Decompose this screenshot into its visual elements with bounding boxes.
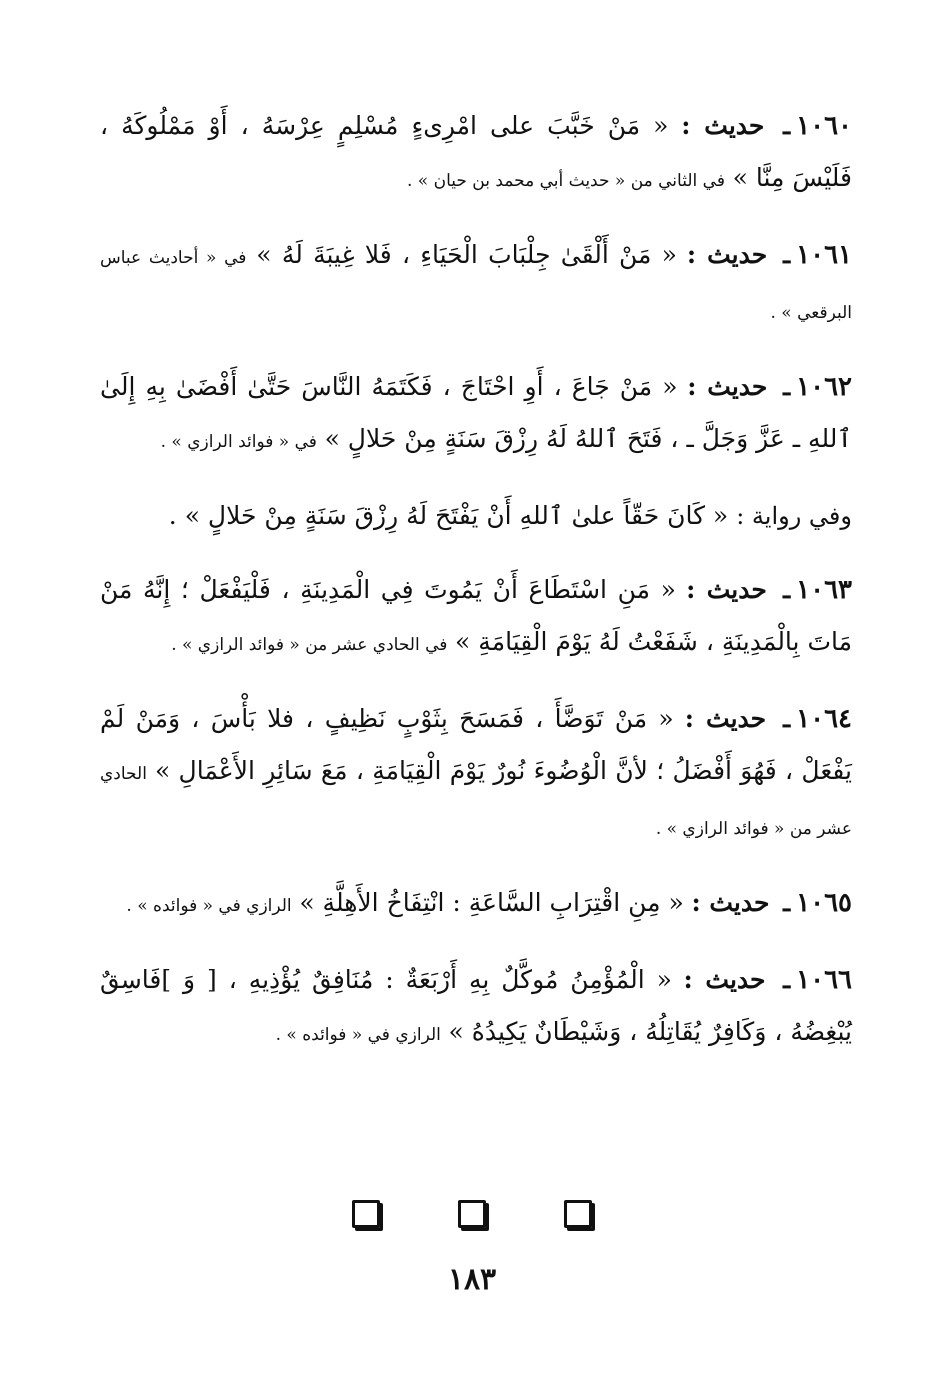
hadith-label: حديث : bbox=[686, 240, 768, 269]
variant-paragraph bbox=[100, 490, 852, 542]
hadith-list bbox=[100, 100, 852, 1083]
hadith-number: ١٠٦٥ bbox=[796, 888, 852, 918]
hadith-number: ١٠٦٠ bbox=[796, 111, 852, 141]
hadith-label: حديث : bbox=[686, 575, 767, 604]
hadith-number: ١٠٦١ bbox=[796, 240, 852, 270]
hadith-paragraph bbox=[100, 564, 852, 671]
hadith-paragraph bbox=[100, 877, 852, 932]
hadith-source: الرازي في « فوائده » . bbox=[126, 896, 292, 916]
section-end-ornaments bbox=[0, 1200, 944, 1228]
hadith-entry-1064 bbox=[100, 693, 852, 855]
separator-dash: ـ bbox=[783, 240, 791, 269]
hadith-paragraph bbox=[100, 361, 852, 468]
hadith-source: في الحادي عشر من « فوائد الرازي » . bbox=[171, 635, 448, 655]
hadith-source: الحادي عشر من « فوائد الرازي » . bbox=[100, 764, 852, 839]
hadith-text: « مَنْ خَبَّبَ على امْرِىءٍ مُسْلِمٍ عِرْسَهُ ، أَوْ مَمْلُوكَهُ ، فَلَيْسَ مِنَّا » bbox=[100, 111, 852, 192]
hadith-label: حديث : bbox=[691, 888, 770, 917]
hadith-number: ١٠٦٣ bbox=[796, 575, 852, 605]
hadith-entry-1060 bbox=[100, 100, 852, 207]
square-ornament-icon bbox=[352, 1200, 380, 1228]
hadith-label: حديث : bbox=[683, 965, 766, 994]
separator-dash: ـ bbox=[783, 111, 791, 140]
hadith-number: ١٠٦٢ bbox=[796, 372, 852, 402]
hadith-label: حديث : bbox=[687, 372, 768, 401]
separator-dash: ـ bbox=[783, 575, 791, 604]
hadith-paragraph bbox=[100, 954, 852, 1061]
hadith-source: الرازي في « فوائده » . bbox=[275, 1025, 441, 1045]
hadith-paragraph bbox=[100, 693, 852, 855]
hadith-text: « مَنِ اسْتَطَاعَ أَنْ يَمُوتَ فِي الْمَدِينَةِ ، فَلْيَفْعَلْ ؛ إِنَّهُ مَنْ مَاتَ بِالْمَدِينَةِ ، شَفَعْتُ لَهُ يَوْمَ الْقِيَامَةِ » bbox=[100, 575, 852, 656]
square-ornament-icon bbox=[458, 1200, 486, 1228]
page-number: ١٨٣ bbox=[447, 1262, 497, 1297]
variant-lead: وفي رواية : bbox=[736, 502, 852, 530]
variant-text: « كَانَ حَقّاً علىٰ ٱللهِ أَنْ يَفْتَحَ لَهُ رِزْقَ سَنَةٍ مِنْ حَلالٍ » . bbox=[168, 501, 729, 530]
hadith-source: في « أحاديث عباس البرقعي » . bbox=[100, 248, 852, 323]
hadith-number: ١٠٦٦ bbox=[796, 965, 852, 995]
hadith-variant-narration bbox=[100, 490, 852, 542]
hadith-entry-1065 bbox=[100, 877, 852, 932]
square-ornament-icon bbox=[564, 1200, 592, 1228]
hadith-number: ١٠٦٤ bbox=[796, 704, 853, 734]
hadith-entry-1062 bbox=[100, 361, 852, 468]
hadith-entry-1063 bbox=[100, 564, 852, 671]
separator-dash: ـ bbox=[783, 888, 791, 917]
separator-dash: ـ bbox=[783, 372, 791, 401]
hadith-text: « مَنْ أَلْقَىٰ جِلْبَابَ الْحَيَاءِ ، فَلا غِيبَةَ لَهُ » bbox=[256, 240, 677, 269]
hadith-source: في « فوائد الرازي » . bbox=[160, 432, 317, 452]
hadith-text: « مَنْ جَاعَ ، أَوِ احْتَاجَ ، فَكَتَمَهُ النَّاسَ حَتَّىٰ أَفْضَىٰ بِهِ إِلَىٰ ٱللهِ ـ عَزَّ وَجَلَّ ـ ، فَتَحَ ٱللهُ لَهُ رِزْقَ سَنَةٍ مِنْ حَلالٍ » bbox=[100, 372, 852, 453]
separator-dash: ـ bbox=[783, 965, 791, 994]
separator-dash: ـ bbox=[783, 704, 791, 733]
hadith-source: في الثاني من « حديث أبي محمد بن حيان » . bbox=[406, 171, 725, 191]
hadith-entry-1066 bbox=[100, 954, 852, 1061]
hadith-label: حديث : bbox=[681, 111, 765, 140]
hadith-label: حديث : bbox=[684, 704, 767, 733]
hadith-paragraph bbox=[100, 229, 852, 339]
hadith-entry-1061 bbox=[100, 229, 852, 339]
hadith-text: « الْمُؤْمِنُ مُوكَّلٌ بِهِ أَرْبَعَةٌ : مُنَافِقٌ يُؤْذِيهِ ، [ وَ ]فَاسِقٌ يُبْغِضُهُ ، وَكَافِرٌ يُقَاتِلُهُ ، وَشَيْطَانٌ يَكِيدُهُ » bbox=[100, 965, 852, 1046]
hadith-text: « مِنِ اقْتِرَابِ السَّاعَةِ : انْتِفَاخُ الأَهِلَّةِ » bbox=[299, 888, 684, 917]
hadith-paragraph bbox=[100, 100, 852, 207]
hadith-text: « مَنْ تَوَضَّأَ ، فَمَسَحَ بِثَوْبٍ نَظِيفٍ ، فلا بَأْسَ ، وَمَنْ لَمْ يَفْعَلْ ، فَهُوَ أَفْضَلُ ؛ لأنَّ الْوُضُوءَ نُورٌ يَوْمَ الْقِيَامَةِ ، مَعَ سَائِرِ الأَعْمَالِ » bbox=[100, 704, 852, 785]
